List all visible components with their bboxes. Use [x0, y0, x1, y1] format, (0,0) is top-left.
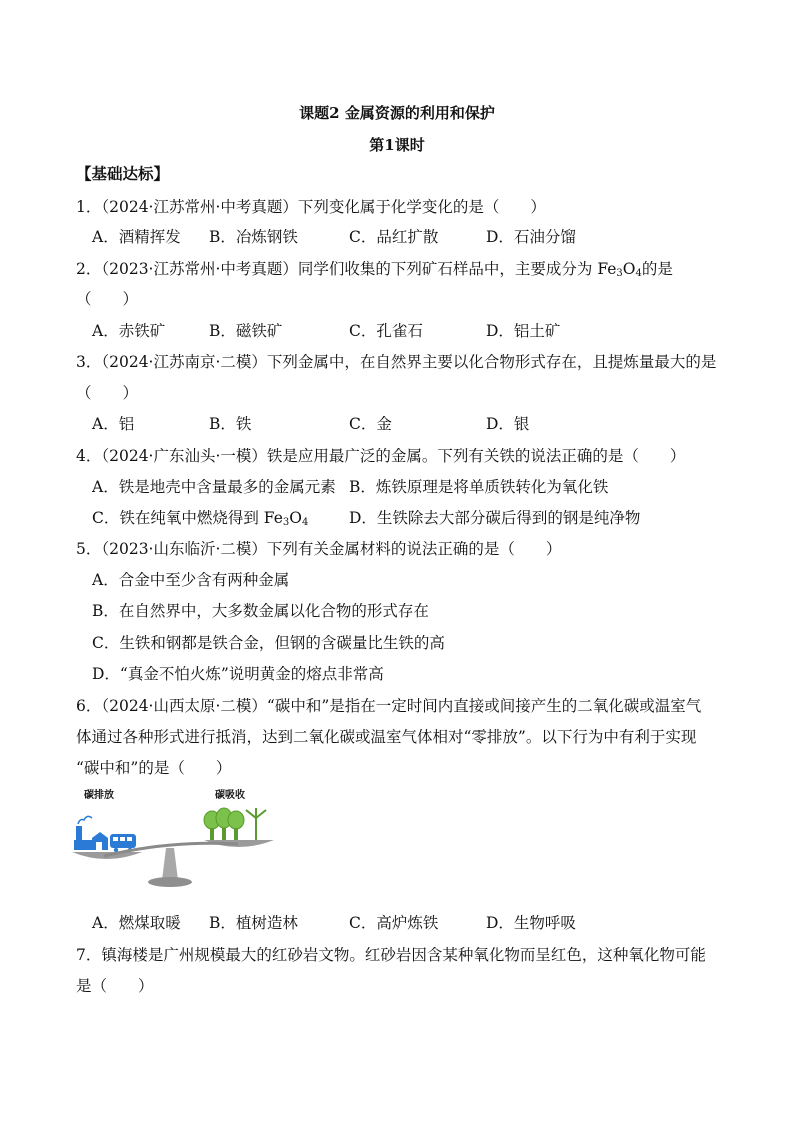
carbon-emission-label: 碳排放	[84, 790, 114, 801]
q4-option-c-sub1: 3	[282, 517, 290, 528]
question-6-options	[92, 912, 576, 934]
q2-subscript-1: 3	[616, 268, 623, 279]
q4-option-a[interactable]: A．铁是地壳中含量最多的金属元素	[92, 478, 336, 496]
q5-option-d[interactable]: D．“真金不怕火炼”说明黄金的熔点非常高	[92, 665, 384, 683]
question-3-stem: 3．（2024·江苏南京·二模）下列金属中，在自然界主要以化合物形式存在，且提炼量最大的是	[76, 353, 717, 371]
q6-option-b[interactable]: B．植树造林	[209, 914, 298, 932]
balance-pillar	[162, 848, 178, 880]
question-6-stem-line3: “碳中和”的是（ ）	[76, 759, 232, 777]
balance-scale-drawing	[70, 782, 280, 892]
q3-option-b[interactable]: B．铁	[209, 415, 252, 433]
carbon-absorption-label: 碳吸收	[215, 790, 245, 801]
q3-option-c[interactable]: C．金	[349, 415, 392, 433]
question-4-stem: 4．（2024·广东汕头·一模）铁是应用最广泛的金属。下列有关铁的说法正确的是（ ）	[76, 447, 686, 465]
q4-option-d[interactable]: D．生铁除去大部分碳后得到的钢是纯净物	[349, 509, 641, 527]
q6-option-d[interactable]: D．生物呼吸	[486, 914, 576, 932]
question-7-stem-line1: 7．镇海楼是广州规模最大的红砂岩文物。红砂岩因含某种氧化物而呈红色，这种氧化物可能	[76, 946, 706, 964]
q1-option-a[interactable]: A．酒精挥发	[92, 228, 181, 246]
q3-option-a[interactable]: A．铝	[92, 415, 135, 433]
lesson-subtitle: 第1课时	[369, 136, 425, 154]
question-7-stem-line2: 是（ ）	[76, 977, 154, 995]
question-1-stem: 1．（2024·江苏常州·中考真题）下列变化属于化学变化的是（ ）	[76, 198, 546, 216]
q5-option-a[interactable]: A．合金中至少含有两种金属	[92, 571, 290, 589]
question-1-options	[92, 226, 576, 248]
q2-stem-text: 2．（2023·江苏常州·中考真题）同学们收集的下列矿石样品中，主要成分为 Fe	[76, 260, 617, 278]
q2-subscript-2: 4	[635, 268, 642, 279]
q2-option-c[interactable]: C．孔雀石	[349, 322, 423, 340]
question-2-options	[92, 320, 560, 342]
question-6-stem-line1: 6．（2024·山西太原·二模）“碳中和”是指在一定时间内直接或间接产生的二氧化碳或温室气	[76, 697, 702, 715]
trees-windmill-icon	[204, 808, 266, 840]
q1-option-c[interactable]: C．品红扩散	[349, 228, 439, 246]
q6-option-a[interactable]: A．燃煤取暖	[92, 914, 181, 932]
q4-option-c-oxygen: O	[289, 509, 302, 527]
q4-option-b[interactable]: B．炼铁原理是将单质铁转化为氧化铁	[349, 478, 609, 496]
balance-base	[148, 877, 192, 887]
question-5-stem: 5．（2023·山东临沂·二模）下列有关金属材料的说法正确的是（ ）	[76, 540, 562, 558]
q2-option-a[interactable]: A．赤铁矿	[92, 322, 166, 340]
q2-option-d[interactable]: D．铝土矿	[486, 322, 561, 340]
question-6-stem-line2: 体通过各种形式进行抵消，达到二氧化碳或温室气体相对“零排放”。以下行为中有利于实现	[76, 728, 697, 746]
q6-option-c[interactable]: C．高炉炼铁	[349, 914, 439, 932]
question-4-options-row2	[92, 507, 640, 534]
question-2-blank: （ ）	[76, 290, 139, 308]
q5-option-c[interactable]: C．生铁和钢都是铁合金，但钢的含碳量比生铁的高	[92, 634, 445, 652]
q3-option-d[interactable]: D．银	[486, 415, 530, 433]
lesson-title: 课题2 金属资源的利用和保护	[299, 104, 495, 122]
question-3-options	[92, 413, 529, 435]
q2-stem-oxygen: O	[622, 260, 636, 278]
q4-option-c-text: C．铁在纯氧中燃烧得到 Fe	[92, 509, 283, 527]
factory-train-icon	[74, 816, 136, 852]
question-3-blank: （ ）	[76, 384, 139, 402]
carbon-balance-figure	[70, 782, 280, 892]
q4-option-c[interactable]	[92, 507, 349, 534]
q2-option-b[interactable]: B．磁铁矿	[209, 322, 283, 340]
question-2-stem	[76, 258, 673, 285]
q5-option-b[interactable]: B．在自然界中，大多数金属以化合物的形式存在	[92, 602, 429, 620]
q1-option-b[interactable]: B．冶炼钢铁	[209, 228, 298, 246]
q2-stem-tail: 的是	[641, 260, 673, 278]
q4-option-c-sub2: 4	[301, 517, 309, 528]
q1-option-d[interactable]: D．石油分馏	[486, 228, 576, 246]
question-4-options-row1	[92, 476, 608, 498]
section-heading: 【基础达标】	[76, 164, 170, 183]
